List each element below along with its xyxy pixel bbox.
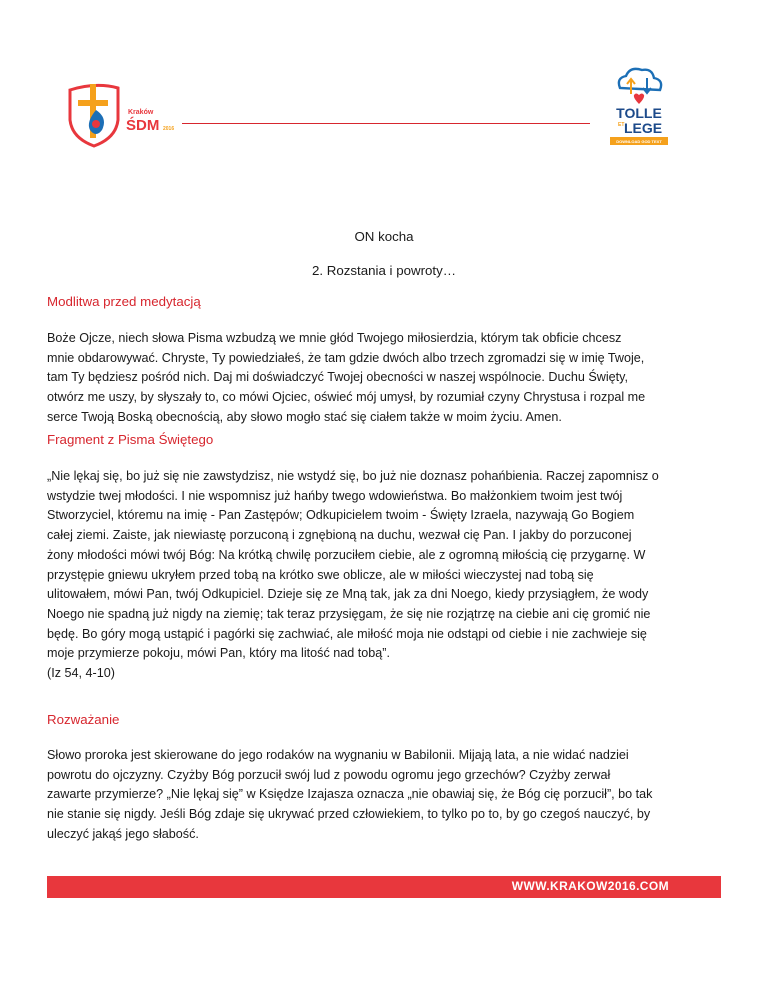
scripture-reference: (Iz 54, 4-10)	[47, 666, 115, 681]
section-text-reflection	[47, 746, 721, 845]
paragraph-line: wstydzie twej młodości. I nie wspomnisz już hańby twego wdowieństwa. Bo małżonkiem twoim jest twój	[47, 488, 623, 503]
paragraph-line: powrotu do ojczyzny. Czyżby Bóg porzucił swój lud z powodu ogromu jego grzechów? Czyżby zerwał	[47, 767, 611, 782]
sdm-krakow-logo	[66, 80, 186, 148]
tolle-logo-line2: LEGE	[623, 120, 663, 136]
tolle-logo-tagline: DOWNLOAD GOD TEXT	[616, 139, 662, 144]
paragraph-line: uleczyć jakąś jego słabość.	[47, 826, 199, 841]
section-text-prayer	[47, 329, 721, 428]
paragraph-line: Boże Ojcze, niech słowa Pisma wzbudzą we mnie głód Twojego miłosierdzia, którym tak obficie chcesz	[47, 331, 622, 345]
paragraph-line: Słowo proroka jest skierowane do jego rodaków na wygnaniu w Babilonii. Mijają lata, a nie widać nadziei	[47, 748, 629, 762]
doc-subtitle: 2. Rozstania i powroty…	[311, 263, 457, 278]
tolle-logo-line1: TOLLE	[616, 105, 662, 121]
tolle-logo-et: ET	[618, 122, 625, 128]
paragraph-line: ulitowałem, mówi Pan, twój Odkupiciel. Dzieje się ze Mną tak, jak za dni Noego, kiedy przysiągłem, że wody	[47, 587, 649, 602]
paragraph-line: „Nie lękaj się, bo już się nie zawstydzisz, nie wstydź się, bo już nie doznasz pohańbienia. Raczej zapomnisz o	[47, 469, 659, 483]
paragraph-line: całej ziemi. Zaiste, jak niewiastę porzuconą i zgnębioną na duchu, wezwał cię Pan. I jakby do porzuconej	[47, 528, 632, 543]
paragraph-line: przystępie gniewu ukryłem przed tobą na krótko swe oblicze, ale w miłości wieczystej nad tobą się	[47, 567, 594, 582]
doc-title: ON kocha	[354, 229, 414, 244]
paragraph-line: moje przymierze pokoju, mówi Pan, który ma litość nad tobą”.	[47, 646, 390, 661]
paragraph-line: żony młodości mówi twój Bóg: Na krótką chwilę porzuciłem ciebie, ale z ogromną miłością cię przygarnę. W	[47, 547, 646, 562]
section-text-scripture	[47, 467, 721, 684]
header-divider	[182, 123, 590, 124]
section-heading-reflection: Rozważanie	[47, 712, 120, 727]
paragraph-line: Noego nie spadną już nigdy na ziemię; tak teraz przysięgam, że się nie rozjątrzę na ciebie ani cię gromić nie	[47, 606, 651, 621]
section-heading-scripture: Fragment z Pisma Świętego	[47, 432, 214, 447]
sdm-logo-city: Kraków	[128, 109, 154, 116]
paragraph-line: mnie obdarowywać. Chryste, Ty powiedziałeś, że tam gdzie dwóch albo trzech zgromadzi się w imię Twoje,	[47, 350, 645, 365]
sdm-logo-text: ŚDM	[126, 117, 160, 134]
paragraph-line: otwórz me uszy, by słyszały to, co mówi Ojciec, oświeć mój umysł, by rozumiał czyny Chrystusa i rozpal me	[47, 390, 646, 405]
paragraph-line: tam Ty będziesz pośród nich. Daj mi doświadczyć Twojej obecności w naszej wspólnocie. Duchu Święty,	[47, 370, 628, 385]
paragraph-line: nie stanie się nigdy. Jeśli Bóg zdaje się ukrywać przed człowiekiem, to tylko po to, by go czegoś nauczyć, by	[47, 807, 651, 822]
footer-url: WWW.KRAKOW2016.COM	[511, 879, 669, 893]
paragraph-line: będę. Bo góry mogą ustąpić i pagórki się zachwiać, ale miłość moja nie odstąpi od ciebie i nie zachwieje się	[47, 626, 647, 641]
paragraph-line: serce Twoją Boską obecnością, aby słowo mogło stać się ciałem także w moim życiu. Amen.	[47, 409, 562, 424]
section-heading-prayer: Modlitwa przed medytacją	[47, 294, 201, 309]
tolle-et-lege-logo	[606, 64, 672, 150]
paragraph-line: zawarte przymierze? „Nie lękaj się” w Księdze Izajasza oznacza „nie obawiaj się, że Bóg cię porzucił”, bo tak	[47, 787, 653, 802]
paragraph-line: Stworzyciel, któremu na imię - Pan Zastępów; Odkupicielem twoim - Święty Izraela, nazywają Go Bogiem	[47, 508, 635, 523]
footer-bar	[47, 876, 721, 898]
sdm-logo-year: 2016	[163, 126, 175, 132]
